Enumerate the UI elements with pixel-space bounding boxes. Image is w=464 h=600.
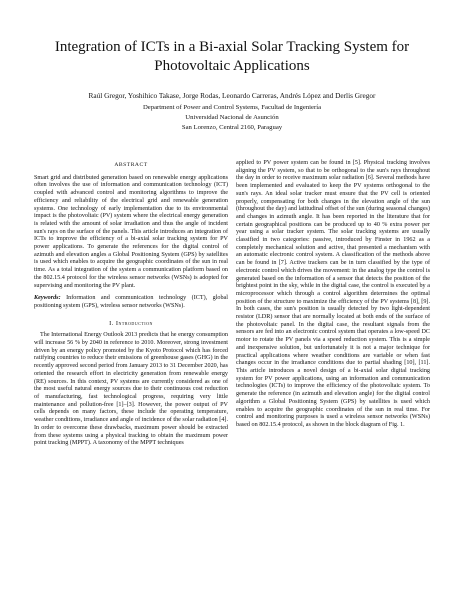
paper-authors: Raúl Gregor, Yoshihico Takase, Jorge Rodas, Leonardo Carreras, Andrés López and Derlis Gregor	[88, 91, 376, 100]
affiliation-line-2: Universidad Nacional de Asunción	[185, 114, 279, 121]
left-column	[34, 162, 228, 448]
introduction-paragraph: The International Energy Outlook 2013 predicts that he energy consumption will increase 56 % by 2040 in reference to 2010. Moreover, strong investment driven by an energy policy promoted by the Kyoto Protocol which has forced ratifying countries to reduce their emissions of greenhouse gases (GHG) in the recently approved second period from January 2013 to 31 December 2020, has oriented the research effort in electricity generation from renewable energy (RE) sources. In this context, PV systems are currently considered as one of the most useful natural energy sources due to their continuous cost reduction of manufacturing, fast technological progress, requiring very little maintenance and pollution-free [1]–[3]. However, the power output of PV cells depends on many factors, these include the operating temperature, weather conditions, irradiance and angle of incidence of the solar radiation [4]. In order to overcome these drawbacks, maximum power should be extracted from these systems using a physical tracking to obtain the maximum power point tracking (MPPT). A taxonomy of the MPPT techniques	[34, 332, 228, 447]
right-column-paragraph: applied to PV power system can be found in [5]. Physical tracking involves aligning the PV system, so that to be orthogonal to the sun's rays throughout the day in order to receive maximum solar radiation [6]. Several methods have been implemented and evaluated to keep the PV systems orthogonal to the sun's rays. An ideal solar tracker must ensure that the PV cell is oriented properly, compensating for both changes in the elevation angle of the sun (throughout the day) and latitudinal offset of the sun (during seasonal changes) and changes in azimuth angle. It has been reported in the literature that for certain geographical positions can be produced up to 40 % extra power per year using a solar tracker system. The solar tracking systems are usually classified in two categories: passive, introduced by Finster in 1962 as a completely mechanical solution and active, that presented a mechanism with an automatic electronic control system. A classification of the methods above can be found in [7]. Active trackers can be in turn classified by the type of electronic control which drives the movement: in the analog type the control is generated based on the information of a sensor that detects the position of the brightest point in the sky, while in the digital case, the control is executed by a microprocessor which through a control algorithm determines the optimal position of the structure to maximize the efficiency of the PV systems [8], [9]. In both cases, the sun's position is usually detected by two light-dependent resistor (LDR) sensor that are normally located at both ends of the surface of the photovoltaic panel. In the digital case, the resultant signals from the sensors are fed into an electronic control system that operates a low-speed DC motor to rotate the PV panels via a speed reduction system. This is a simple and inexpensive solution, but unfortunately it is not a major technique for practical applications where weather conditions are variable or when fast changes occur in the irradiance conditions due to partial shading [10], [11]. This article introduces a novel design of a bi-axial solar digital tracking system for PV power applications, using an information and communication technologies (ICTs) to improve the efficiency of the photovoltaic system. To generate the reference (in azimuth and elevation angle) for the digital control algorithm a Global Positioning System (GPS) by satellites is used which enables to acquire the geographic coordinates of the sun in real time. For control and monitoring purposes is used a wireless sensor networks (WSNs) based on 802.15.4 protocol, as shown in the block diagram of Fig. 1.	[236, 160, 430, 428]
paper-title: Integration of ICTs in a Bi-axial Solar Tracking System for Photovoltaic Applications	[54, 39, 410, 74]
affiliation-line-1: Department of Power and Control Systems, Facultad de Ingeniería	[142, 104, 322, 111]
keywords-label: Keywords:	[34, 295, 61, 302]
affiliation-line-3: San Lorenzo, Central 2160, Paraguay	[181, 124, 283, 131]
introduction-heading: I. Introduction	[109, 319, 153, 327]
abstract-text: Smart grid and distributed generation based on renewable energy applications often involves the use of information and communication technology (ICT) coupled with advanced control and monitoring algorithms to improve the efficiency and reliability of the electrical grid and renewable generation systems. One technology of early implementation due to its environmental impact is the photovoltaic (PV) system where the electrical energy generation is related with the amount of solar irradiation and thus the angle of incident sun's rays on the surface of the panels. This article introduces an integration of ICTs to improve the efficiency of a bi-axial solar tracking system for PV power applications. To generate the references for the digital control of azimuth and elevation angles a Global Positioning System (GPS) by satellites is used which enables to acquire the geographic coordinates of the sun in real time. As a total integration of the system a communication platform based on the 802.15.4 protocol for the wireless sensor networks (WSNs) is adopted for supervising and monitoring the PV plant.	[34, 174, 228, 289]
keywords-text: Information and communication technology (ICT), global positioning system (GPS), wireless sensor networks (WSNs).	[34, 295, 228, 309]
right-column	[236, 160, 430, 430]
keywords-paragraph	[34, 295, 228, 310]
abstract-heading: ABSTRACT	[114, 162, 148, 168]
